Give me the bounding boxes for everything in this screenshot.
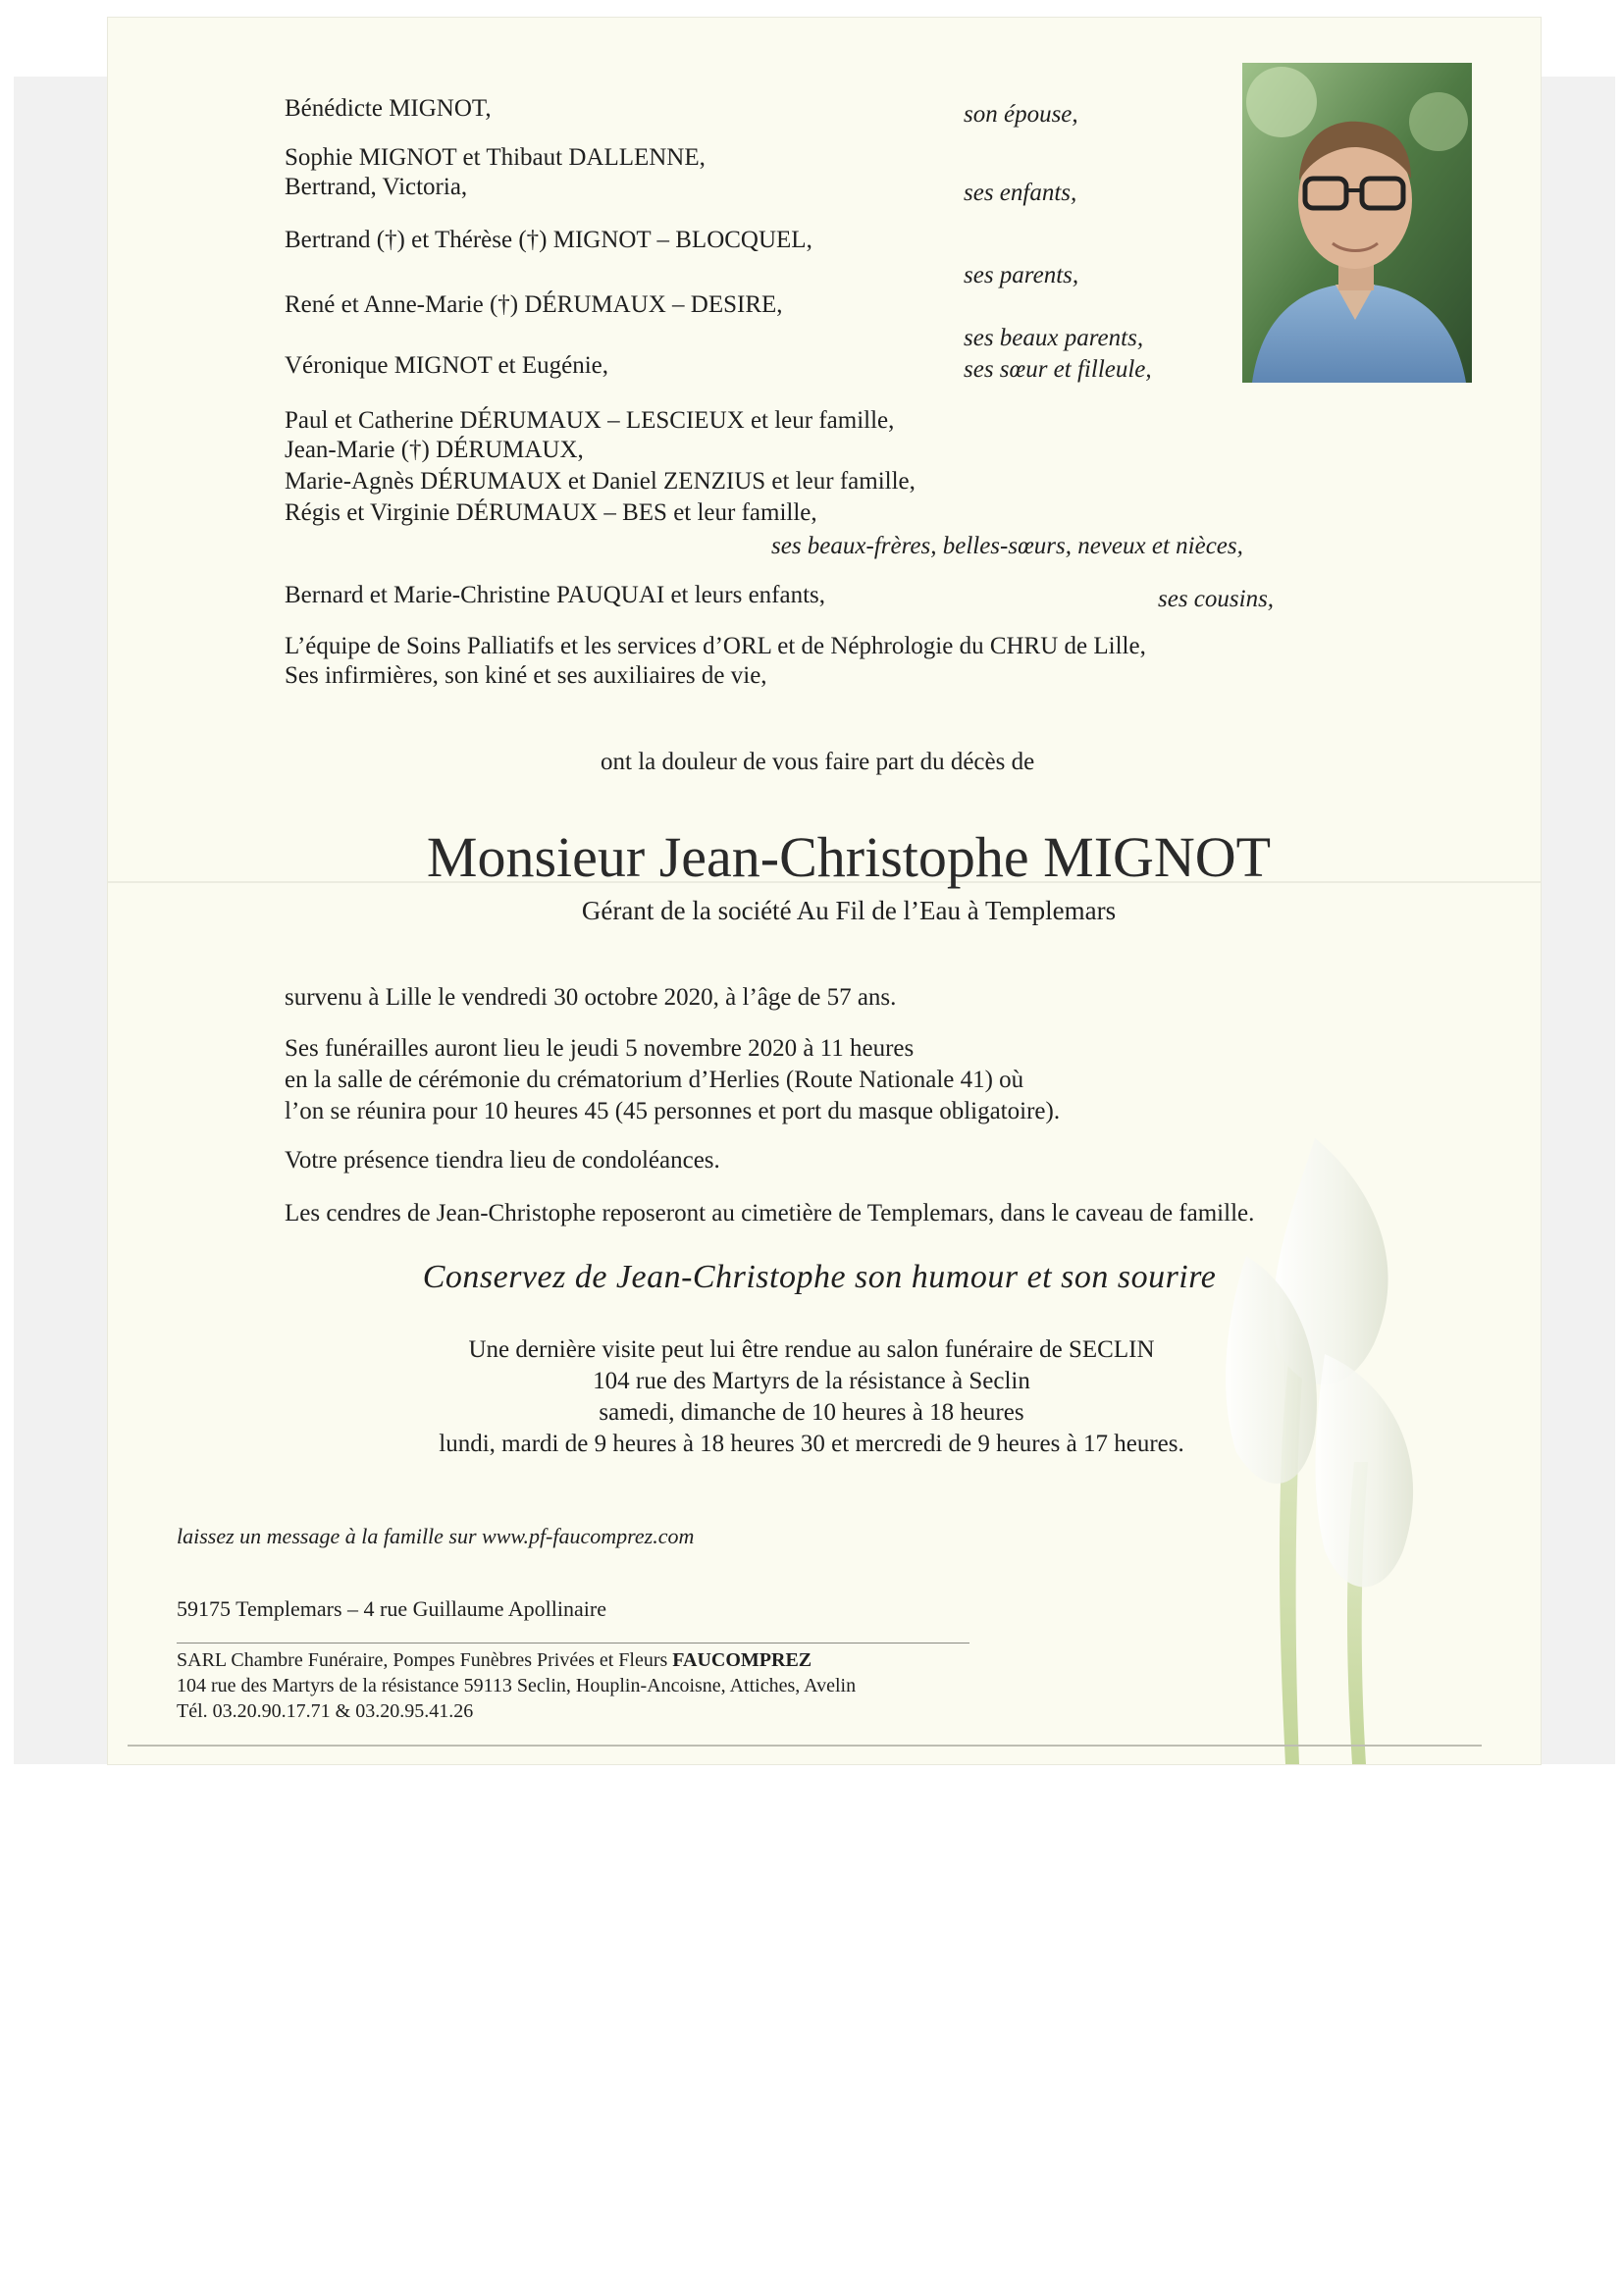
detail-line: survenu à Lille le vendredi 30 octobre 2020, à l’âge de 57 ans.	[285, 984, 897, 1011]
visit-line: lundi, mardi de 9 heures à 18 heures 30 et mercredi de 9 heures à 17 heures.	[439, 1431, 1184, 1457]
portrait-photo	[1242, 63, 1472, 383]
calla-lily-decoration	[1207, 1138, 1442, 1764]
family-line: Jean-Marie (†) DÉRUMAUX,	[285, 437, 584, 463]
relation-label: ses enfants,	[964, 180, 1077, 206]
company-phones: Tél. 03.20.90.17.71 & 03.20.95.41.26	[177, 1700, 474, 1722]
family-line: René et Anne-Marie (†) DÉRUMAUX – DESIRE,	[285, 291, 783, 318]
family-line: Marie-Agnès DÉRUMAUX et Daniel ZENZIUS et leur famille,	[285, 468, 916, 495]
message-note: laissez un message à la famille sur www.pf-faucomprez.com	[177, 1524, 695, 1548]
funeral-home-address: 59175 Templemars – 4 rue Guillaume Apollinaire	[177, 1596, 606, 1621]
detail-line: l’on se réunira pour 10 heures 45 (45 personnes et port du masque obligatoire).	[285, 1098, 1061, 1124]
family-line: Bertrand, Victoria,	[285, 174, 468, 200]
detail-line: Votre présence tiendra lieu de condoléances.	[285, 1147, 720, 1174]
deceased-name: Monsieur Jean-Christophe MIGNOT	[426, 825, 1272, 889]
memorial-quote: Conservez de Jean-Christophe son humour et son sourire	[422, 1259, 1217, 1295]
family-line: Ses infirmières, son kiné et ses auxiliaires de vie,	[285, 662, 767, 689]
family-line: L’équipe de Soins Palliatifs et les services d’ORL et de Néphrologie du CHRU de Lille,	[285, 633, 1146, 659]
company-line	[177, 1648, 812, 1672]
visit-line: 104 rue des Martyrs de la résistance à Seclin	[593, 1368, 1030, 1394]
company-name: FAUCOMPREZ	[672, 1649, 812, 1671]
detail-line: en la salle de cérémonie du crématorium d’Herlies (Route Nationale 41) où	[285, 1067, 1024, 1093]
relation-label: ses beaux parents,	[964, 325, 1144, 351]
company-address: 104 rue des Martyrs de la résistance 59113 Seclin, Houplin-Ancoisne, Attiches, Avelin	[177, 1675, 857, 1696]
family-line: Bernard et Marie-Christine PAUQUAI et leurs enfants,	[285, 582, 826, 608]
card-bottom-edge	[128, 1745, 1482, 1747]
family-line: Paul et Catherine DÉRUMAUX – LESCIEUX et leur famille,	[285, 407, 895, 434]
relation-label: ses beaux-frères, belles-sœurs, neveux et nièces,	[771, 533, 1243, 559]
footer-divider	[177, 1643, 969, 1644]
detail-line: Ses funérailles auront lieu le jeudi 5 novembre 2020 à 11 heures	[285, 1035, 915, 1062]
detail-line: Les cendres de Jean-Christophe reposeront au cimetière de Templemars, dans le caveau de famille.	[285, 1200, 1255, 1226]
company-prefix: SARL Chambre Funéraire, Pompes Funèbres Privées et Fleurs	[177, 1649, 673, 1671]
family-line: Régis et Virginie DÉRUMAUX – BES et leur famille,	[285, 499, 817, 526]
relation-label: ses sœur et filleule,	[964, 356, 1152, 383]
relation-label: son épouse,	[964, 101, 1078, 128]
deceased-role: Gérant de la société Au Fil de l’Eau à Templemars	[581, 896, 1117, 925]
family-line: Véronique MIGNOT et Eugénie,	[285, 352, 609, 379]
visit-line: samedi, dimanche de 10 heures à 18 heures	[599, 1399, 1024, 1426]
family-line: Bertrand (†) et Thérèse (†) MIGNOT – BLOCQUEL,	[285, 227, 812, 253]
intro-text: ont la douleur de vous faire part du décès de	[601, 749, 1035, 775]
family-line: Sophie MIGNOT et Thibaut DALLENNE,	[285, 144, 706, 171]
relation-label: ses cousins,	[1158, 586, 1275, 612]
visit-line: Une dernière visite peut lui être rendue au salon funéraire de SECLIN	[468, 1336, 1155, 1363]
relation-label: ses parents,	[964, 262, 1079, 288]
family-line: Bénédicte MIGNOT,	[285, 95, 492, 122]
